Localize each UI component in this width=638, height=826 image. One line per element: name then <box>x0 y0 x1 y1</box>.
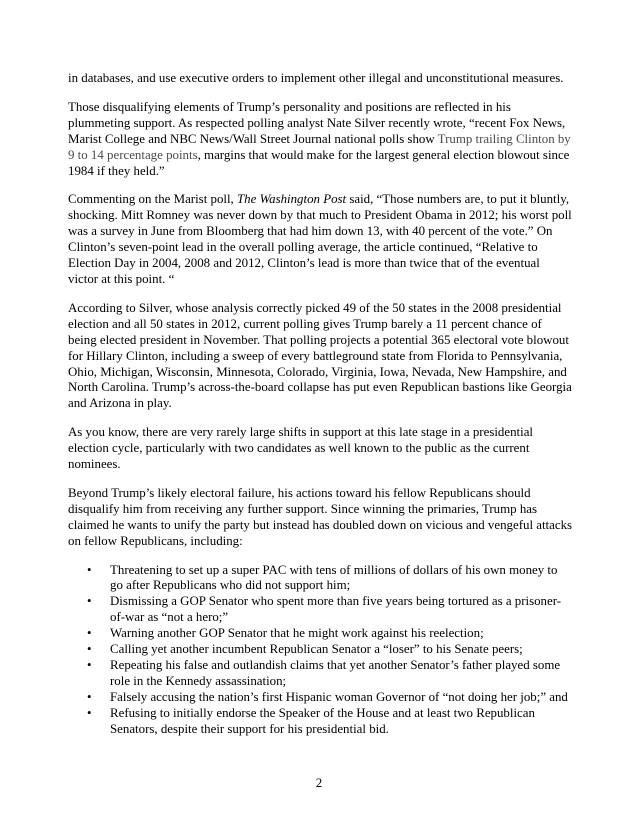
page-body <box>68 71 573 738</box>
list-item-text: Falsely accusing the nation’s first Hispanic woman Governor of “not doing her job;” and <box>110 689 568 704</box>
paragraph-attacks-intro: Beyond Trump’s likely electoral failure, his actions toward his fellow Republicans should disqualify him from receiving any further support. Since winning the primaries, Trump has claimed he wants to unify the party but instead has doubled down on vicious and vengeful attacks on fellow Republicans, including: <box>68 485 573 548</box>
list-item-text: Repeating his false and outlandish claims that yet another Senator’s father played some role in the Kennedy assassination; <box>110 658 561 688</box>
bullet-icon: • <box>87 642 92 657</box>
paragraph-text: said, “Those numbers are, to put it bluntly, shocking. Mitt Romney was never down by that much to President Obama in 2012; his worst poll was a survey in June from Bloomberg that had him down 13, with 40 percent of the vote.” On Clinton’s seven-point lead in the overall polling average, the article continued, “Relative to Election Day in 2004, 2008 and 2012, Clinton’s lead is more than twice that of the eventual victor at this point. “ <box>68 192 572 286</box>
page-number: 2 <box>315 776 323 790</box>
list-item <box>87 563 573 595</box>
list-item <box>87 658 573 690</box>
bullet-icon: • <box>87 626 92 641</box>
paragraph-text: Commenting on the Marist poll, <box>68 192 238 207</box>
list-item <box>87 642 573 658</box>
list-item <box>87 690 573 706</box>
bullet-icon: • <box>87 658 92 672</box>
paragraph-late-stage: As you know, there are very rarely large shifts in support at this late stage in a presidential election cycle, particularly with two candidates as well known to the public as the current nominees. <box>68 425 533 472</box>
paragraph-text: , margins that would make for the largest general election blowout since 1984 if they held.” <box>68 147 570 178</box>
list-item <box>87 706 573 738</box>
paragraph-polling-support <box>68 100 573 180</box>
bullet-icon: • <box>87 705 92 720</box>
paragraph-marist-poll <box>68 192 573 287</box>
bullet-icon: • <box>87 594 92 609</box>
paragraph-text: Those disqualifying elements of Trump’s personality and positions are reflected in his plummeting support. As respected polling analyst Nate Silver recently wrote, “recent Fox News, Marist College and NBC News/Wall Street Journal national polls show <box>68 99 566 146</box>
paragraph-intro-continued: in databases, and use executive orders to implement other illegal and unconstitutional measures. <box>68 71 564 85</box>
poll-link[interactable]: Trump trailing Clinton by 9 to 14 percentage points <box>68 131 571 162</box>
list-item-text: Threatening to set up a super PAC with tens of millions of dollars of his own money to go after Republicans who did not support him; <box>110 562 558 593</box>
list-item-text: Refusing to initially endorse the Speaker of the House and at least two Republican Senators, despite their support for his presidential bid. <box>110 705 535 736</box>
paragraph-silver-analysis: According to Silver, whose analysis correctly picked 49 of the 50 states in the 2008 presidential election and all 50 states in 2012, current polling gives Trump barely a 11 percent chance of being elected president in November. That polling projects a potential 365 electoral vote blowout for Hillary Clinton, including a sweep of every battleground state from Florida to Pennsylvania, Ohio, Michigan, Wisconsin, Minnesota, Colorado, Virginia, Iowa, Nevada, New Hampshire, and North Carolina. Trump’s across-the-board collapse has put even Republican bastions like Georgia and Arizona in play. <box>68 300 572 411</box>
list-item <box>87 626 573 642</box>
bullet-icon: • <box>87 562 92 577</box>
publication-name: The Washington Post <box>237 192 347 207</box>
list-item-text: Dismissing a GOP Senator who spent more than five years being tortured as a prisoner-of-war as “not a hero;” <box>110 594 562 625</box>
list-item-text: Calling yet another incumbent Republican Senator a “loser” to his Senate peers; <box>110 642 523 657</box>
list-item-text: Warning another GOP Senator that he might work against his reelection; <box>110 626 484 641</box>
attacks-list <box>68 563 573 738</box>
list-item <box>87 594 573 626</box>
bullet-icon: • <box>87 689 92 704</box>
